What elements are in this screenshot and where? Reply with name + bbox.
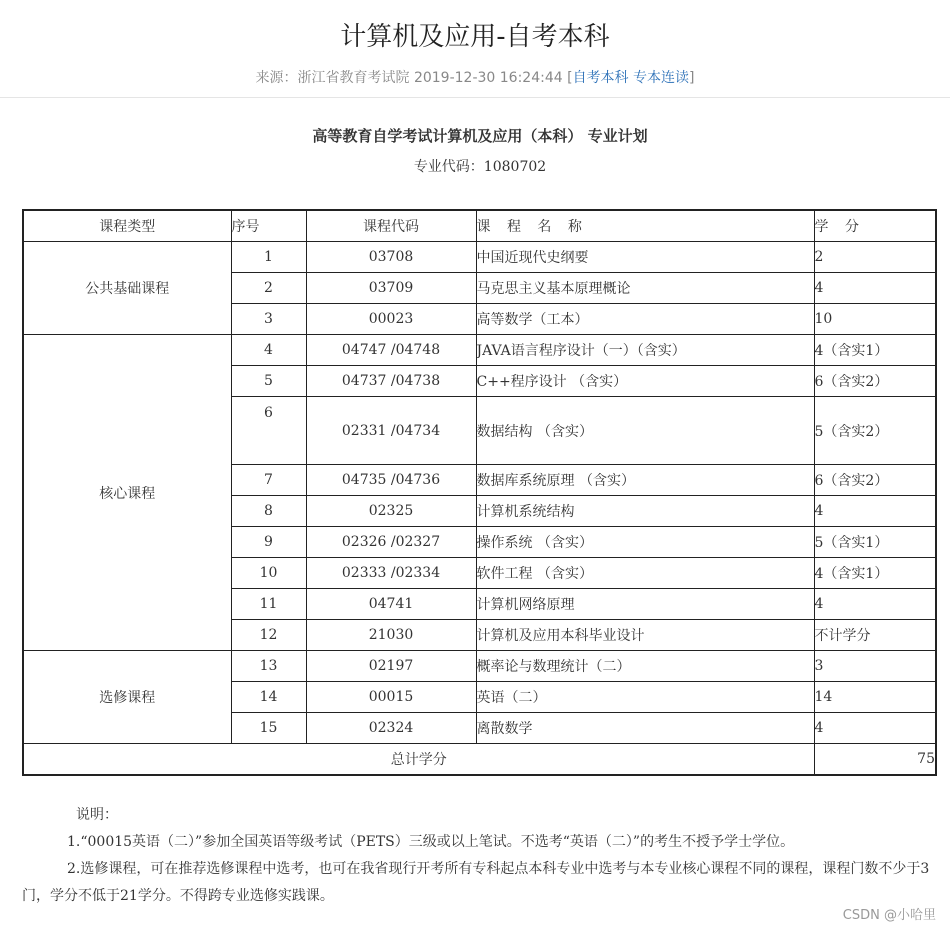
cell-credit: 4 [814,589,936,620]
table-row [23,242,936,273]
cell-name: 数据库系统原理 （含实） [476,465,814,496]
cell-name: 计算机及应用本科毕业设计 [476,620,814,651]
cell-code: 00015 [306,682,476,713]
tag-link-continuing[interactable]: 专本连读 [633,70,690,86]
cell-name: 计算机系统结构 [476,496,814,527]
cell-seq: 5 [231,366,306,397]
header-course-name: 课 程 名 称 [476,210,814,242]
cell-code: 04735 /04736 [306,465,476,496]
cell-code: 03709 [306,273,476,304]
cell-code: 04741 [306,589,476,620]
cell-code: 04747 /04748 [306,335,476,366]
course-plan-table [22,209,937,776]
note-item-1: 1.“00015英语（二）”参加全国英语等级考试（PETS）三级或以上笔试。不选考“英语（二）”的考生不授予学士学位。 [67,834,795,850]
cell-credit: 3 [814,651,936,682]
cell-code: 02331 /04734 [306,397,476,465]
total-row [23,744,936,776]
cell-credit: 14 [814,682,936,713]
cell-code: 02326 /02327 [306,527,476,558]
cell-name: 概率论与数理统计（二） [476,651,814,682]
cell-name: 高等数学（工本） [476,304,814,335]
cell-credit: 5（含实1） [814,527,936,558]
cell-code: 21030 [306,620,476,651]
cell-seq: 1 [231,242,306,273]
cell-credit: 6（含实2） [814,465,936,496]
cell-seq: 6 [231,397,306,465]
cell-seq: 11 [231,589,306,620]
header-course-code: 课程代码 [306,210,476,242]
plan-title: 高等教育自学考试计算机及应用（本科） 专业计划 [312,127,648,145]
source-text: 来源：浙江省教育考试院 2019-12-30 16:24:44 [ [255,70,573,86]
plan-code: 专业代码：1080702 [413,159,547,175]
cell-seq: 10 [231,558,306,589]
source-suffix: ] [689,70,695,86]
cell-name: 英语（二） [476,682,814,713]
cell-seq: 3 [231,304,306,335]
note-item-2: 2.选修课程，可在推荐选修课程中选考，也可在我省现行开考所有专科起点本科专业中选考与本专业核心课程不同的课程，课程门数不少于3门，学分不低于21学分。不得跨专业选修实践课。 [22,861,930,904]
total-value: 75 [814,744,936,776]
group-elective: 选修课程 [23,651,231,744]
cell-credit: 10 [814,304,936,335]
group-core: 核心课程 [23,335,231,651]
header-divider [0,97,950,98]
group-public: 公共基础课程 [23,242,231,335]
cell-code: 04737 /04738 [306,366,476,397]
cell-seq: 2 [231,273,306,304]
table-row [23,651,936,682]
cell-code: 02325 [306,496,476,527]
cell-seq: 9 [231,527,306,558]
table-header-row [23,210,936,242]
cell-credit: 6（含实2） [814,366,936,397]
cell-name: C++程序设计 （含实） [476,366,814,397]
cell-seq: 7 [231,465,306,496]
cell-seq: 4 [231,335,306,366]
cell-name: 软件工程 （含实） [476,558,814,589]
cell-name: 操作系统 （含实） [476,527,814,558]
table-row [23,335,936,366]
cell-code: 00023 [306,304,476,335]
cell-credit: 4（含实1） [814,558,936,589]
cell-credit: 4 [814,496,936,527]
article-meta [0,68,950,88]
cell-name: 离散数学 [476,713,814,744]
page-title: 计算机及应用-自考本科 [340,22,610,52]
cell-seq: 12 [231,620,306,651]
cell-code: 02197 [306,651,476,682]
cell-name: JAVA语言程序设计（一）（含实） [476,335,814,366]
cell-code: 03708 [306,242,476,273]
cell-name: 数据结构 （含实） [476,397,814,465]
cell-credit: 4 [814,713,936,744]
notes-section [22,802,937,910]
cell-name: 计算机网络原理 [476,589,814,620]
cell-seq: 15 [231,713,306,744]
cell-credit: 4（含实1） [814,335,936,366]
tag-link-self-study[interactable]: 自考本科 [572,70,629,86]
cell-seq: 8 [231,496,306,527]
cell-name: 中国近现代史纲要 [476,242,814,273]
header-seq: 序号 [231,210,306,242]
cell-name: 马克思主义基本原理概论 [476,273,814,304]
cell-seq: 13 [231,651,306,682]
header-course-type: 课程类型 [23,210,231,242]
header-credit: 学 分 [814,210,936,242]
cell-seq: 14 [231,682,306,713]
cell-credit: 5（含实2） [814,397,936,465]
watermark-text: CSDN @小哈里 [842,908,936,923]
cell-code: 02324 [306,713,476,744]
cell-credit: 不计学分 [814,620,936,651]
notes-heading: 说明： [76,807,118,823]
cell-credit: 2 [814,242,936,273]
cell-code: 02333 /02334 [306,558,476,589]
cell-credit: 4 [814,273,936,304]
total-label: 总计学分 [23,744,814,776]
